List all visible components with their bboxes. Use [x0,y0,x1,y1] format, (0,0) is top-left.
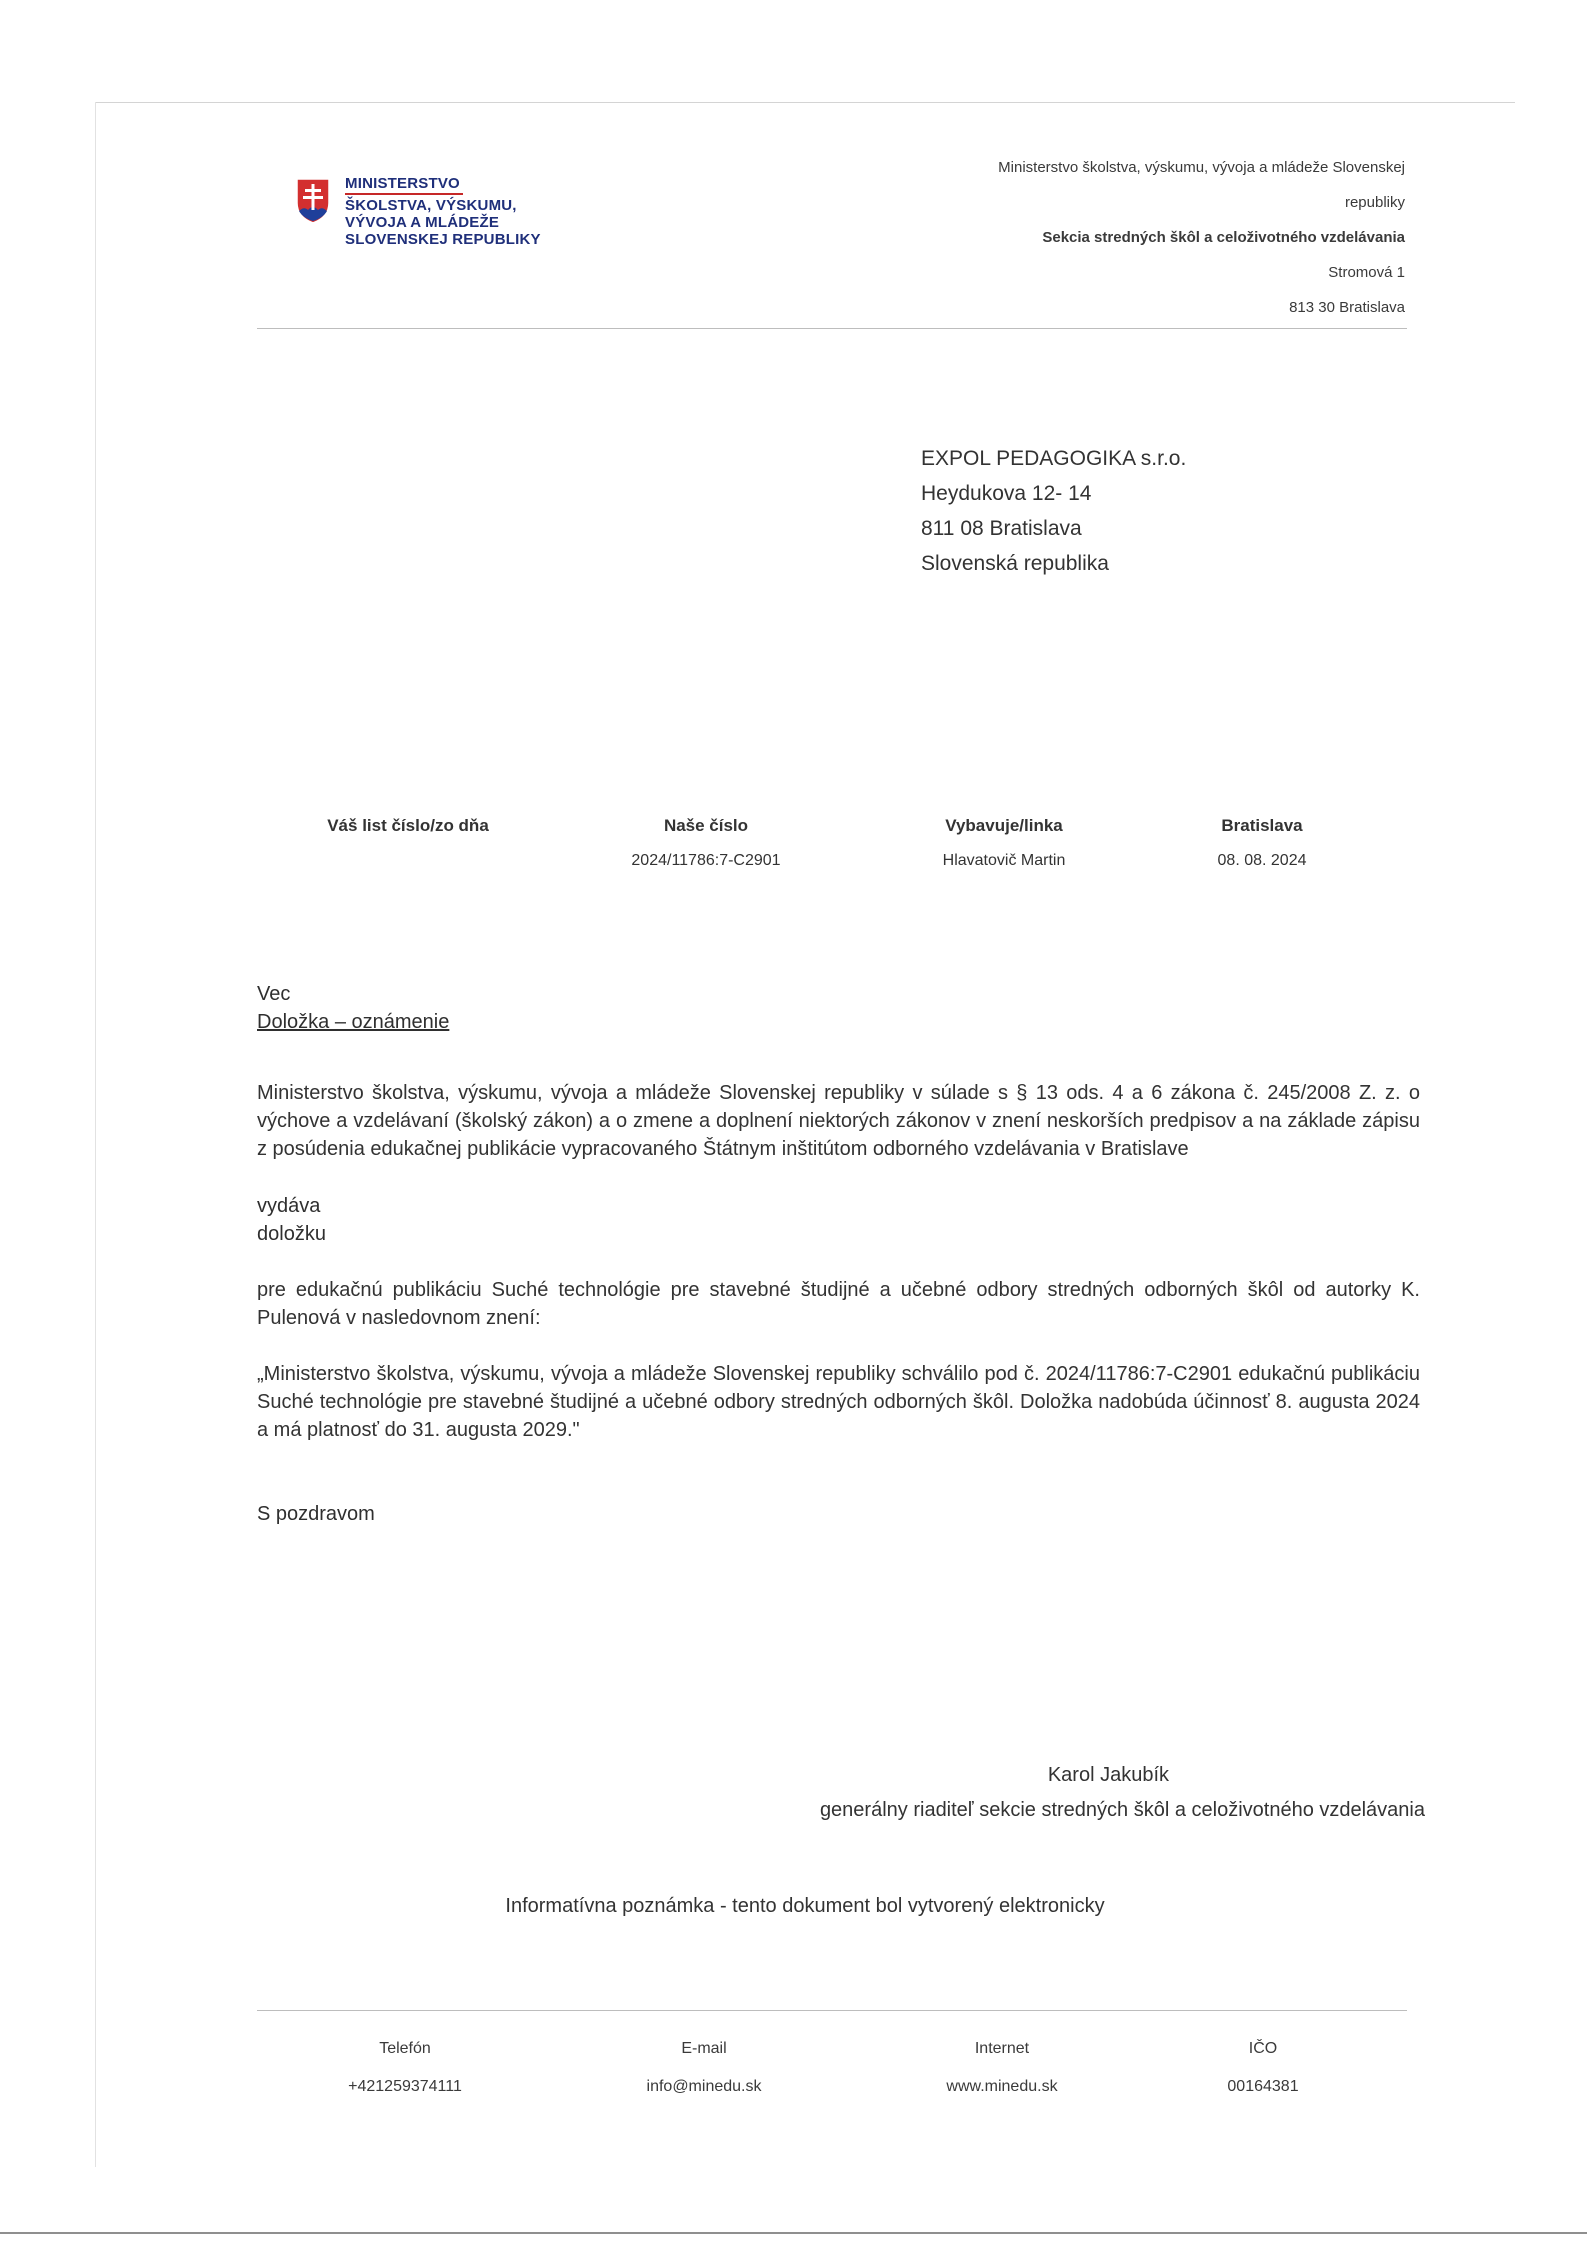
sender-line-2: republiky [1344,194,1405,211]
closing-greeting: S pozdravom [257,1503,375,1525]
sender-address [998,150,1405,325]
ministry-logo [295,175,555,255]
ref-handled-by [864,808,1144,878]
ref-our-number [566,808,846,878]
sender-street: Stromová 1 [1328,264,1405,281]
ref-handled-by-header: Vybavuje/linka [945,816,1063,835]
ref-our-number-header: Naše číslo [663,816,749,835]
ref-your-letter-header: Váš list číslo/zo dňa [327,816,489,835]
logo-wordmark [345,175,541,248]
footer-internet [902,2030,1102,2106]
footer-internet-label: Internet [974,2040,1030,2057]
footer-ico-value: 00164381 [1227,2078,1299,2095]
signatory-title: generálny riaditeľ sekcie stredných škôl a celoživotného vzdelávania [819,1799,1425,1821]
subject-title: Doložka – oznámenie [257,1011,450,1033]
recipient-address [921,441,1186,581]
footer-internet-value: www.minedu.sk [946,2078,1058,2095]
coat-of-arms-icon [295,177,331,225]
signatory-name: Karol Jakubík [1047,1764,1169,1786]
ref-date-value: 08. 08. 2024 [1217,852,1307,869]
reference-row [0,808,1587,888]
recipient-name: EXPOL PEDAGOGIKA s.r.o. [921,447,1187,470]
footer [0,2030,1587,2110]
subject-label: Vec [257,983,291,1005]
ref-your-letter [268,808,548,843]
sender-section: Sekcia stredných škôl a celoživotného vzdelávania [1042,229,1405,246]
footer-divider [257,2010,1407,2011]
sender-line-1: Ministerstvo školstva, výskumu, vývoja a mládeže Slovenskej [998,159,1405,176]
ref-place-date [1122,808,1402,878]
logo-line-1: MINISTERSTVO [345,175,460,192]
footer-email [604,2030,804,2106]
logo-red-rule [345,193,463,195]
ref-handled-by-value: Hlavatovič Martin [942,852,1066,869]
sender-city: 813 30 Bratislava [1289,299,1405,316]
body-paragraph-1: Ministerstvo školstva, výskumu, vývoja a mládeže Slovenskej republiky v súlade s § 13 ods. 4 a 6 zákona č. 245/2008 Z. z. o výchove a vzdelávaní (školský zákon) a o zmene a doplnení niektorých zákonov v znení neskorších predpisov a na základe zápisu z posúdenia edukačnej publikácie vypracovaného Štátnym inštitútom odborného vzdelávania v Bratislave [257,1082,1420,1160]
body-paragraph-2: pre edukačnú publikáciu Suché technológie pre stavebné študijné a učebné odbory stredných odborných škôl od autorky K. Pulenová v nasledovnom znení: [257,1279,1420,1329]
footer-ico-label: IČO [1248,2040,1278,2057]
header-divider [257,328,1407,329]
logo-line-3: VÝVOJA A MLÁDEŽE [345,214,500,231]
scan-edge-left [95,102,96,2167]
issues-block [257,1192,326,1248]
footer-email-label: E-mail [681,2040,727,2057]
footer-phone [305,2030,505,2106]
electronic-document-note: Informatívna poznámka - tento dokument bol vytvorený elektronicky [505,1895,1105,1917]
ref-our-number-value: 2024/11786:7-C2901 [631,852,781,869]
scan-edge-bottom [0,2232,1587,2234]
body-paragraph-3: „Ministerstvo školstva, výskumu, vývoja a mládeže Slovenskej republiky schválilo pod č. 2024/11786:7-C2901 edukačnú publikáciu Suché technológie pre stavebné študijné a učebné odbory stredných odborných škôl. Doložka nadobúda účinnosť 8. augusta 2024 a má platnosť do 31. augusta 2029." [257,1363,1420,1441]
logo-line-4: SLOVENSKEJ REPUBLIKY [345,231,541,248]
footer-phone-value: +421259374111 [348,2078,462,2095]
issues-verb: vydáva [257,1195,321,1217]
footer-email-value: info@minedu.sk [646,2078,762,2095]
footer-phone-label: Telefón [379,2040,431,2057]
logo-line-2: ŠKOLSTVA, VÝSKUMU, [345,197,517,214]
scan-edge-top [95,102,1515,103]
recipient-country: Slovenská republika [921,552,1109,575]
recipient-city: 811 08 Bratislava [921,517,1082,540]
recipient-street: Heydukova 12- 14 [921,482,1092,505]
footer-ico [1163,2030,1363,2106]
signature-block [820,1758,1425,1828]
ref-place-header: Bratislava [1221,816,1303,835]
issues-object: doložku [257,1223,326,1245]
